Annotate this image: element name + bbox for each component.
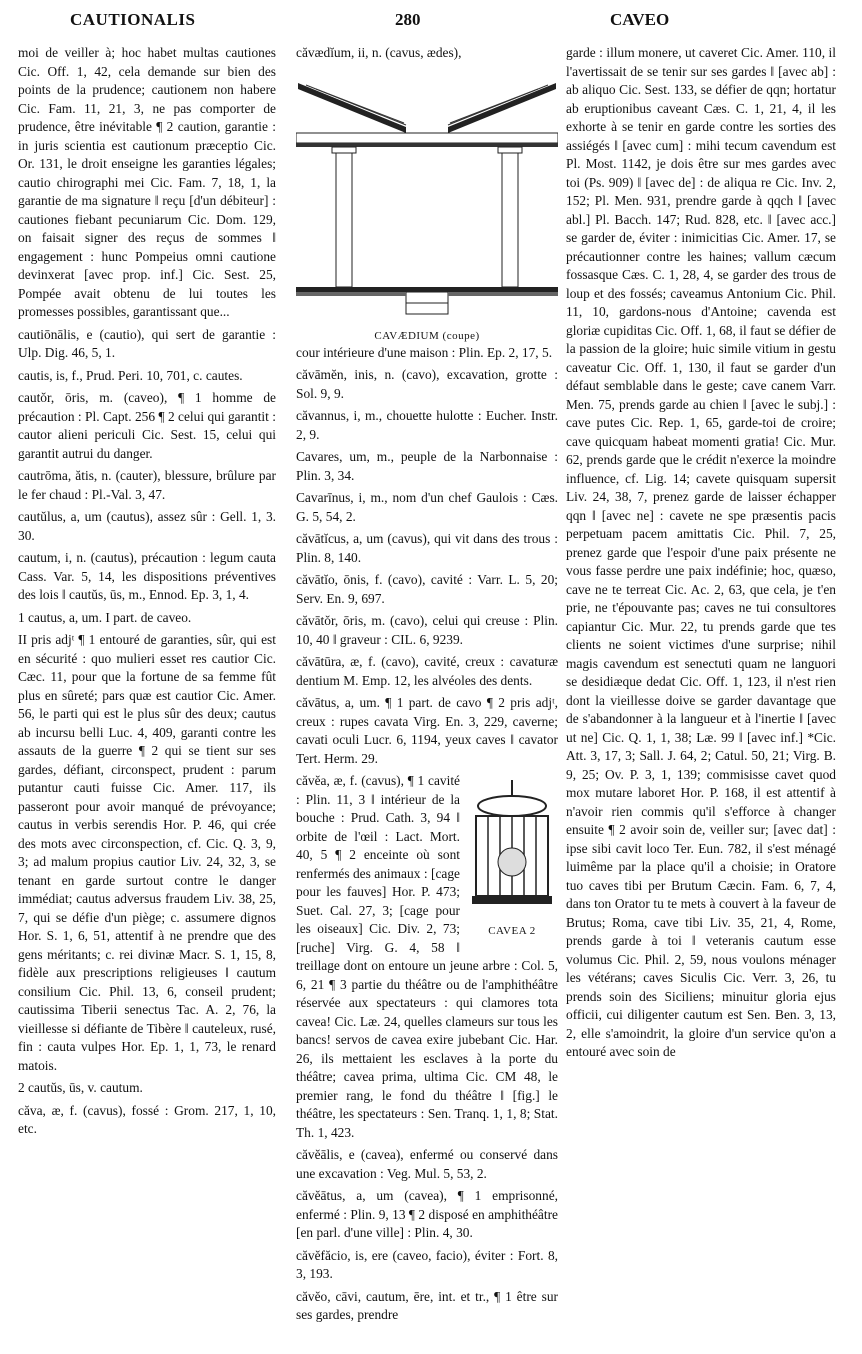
entry: cautrōma, ătis, n. (cauter), blessure, brûlure par le fer chaud : Pl.-Val. 3, 47. [18, 468, 276, 502]
entry: 1 cautus, a, um. I part. de caveo. [18, 609, 192, 625]
running-head-right: CAVEO [610, 10, 670, 29]
entry: Cavarīnus, i, m., nom d'un chef Gaulois : Cæs. G. 5, 54, 2. [296, 490, 558, 524]
column-3 [566, 44, 836, 1066]
entry: căvannus, i, m., chouette hulotte : Eucher. Instr. 2, 9. [296, 408, 558, 442]
entry: cour intérieure d'une maison : Plin. Ep. 2, 17, 5. [296, 344, 553, 360]
entry: căvāmĕn, inis, n. (cavo), excavation, grotte : Sol. 9, 9. [296, 367, 558, 401]
birdcage-drawing [466, 776, 558, 916]
cavaedium-illustration [296, 67, 558, 342]
figure-caption: CAVEA 2 [488, 924, 536, 937]
entry: căvātĭcus, a, um (cavus), qui vit dans des trous : Plin. 8, 140. [296, 531, 558, 565]
entry: căvātŏr, ōris, m. (cavo), celui qui creuse : Plin. 10, 40 ‖ graveur : CIL. 6, 9239. [296, 613, 558, 647]
entry: cautis, is, f., Prud. Peri. 10, 701, c. cautes. [18, 367, 243, 383]
entry: garde : illum monere, ut caveret Cic. Amer. 110, il l'avertissait de se tenir sur ses gardes ‖ [avec ab] : ab aliquo Cic. Sest. 133, se défier de qqn; hortatur ab eruptionibus caveant Cæs. C. 1, 21, 4, il les exhorte à se tenir en garde contre les sorties des assiégés ‖ [avec cum] : mihi tecum cavendum est Pl. Most. 1142, je dois être sur mes gardes avec toi (Ps. 909) ‖ [avec de] : de aliqua re Cic. Inv. 2, 152; Pl. Men. 931, prendre garde à qqch ‖ [avec abl.] Pl. Bacch. 147; Rud. 828, etc. ‖ [avec acc.] se garder de, éviter : inimicitias Cic. Amer. 17, se précautionner contre les haines; vallum cæcum fossasque Cæs. C. 1, 28, 4, se garder des trous de loup et des fossés; caveamus Antonium Cic. Phil. 11, 10, gardons-nous d'Antoine; cavenda est gloriæ cupiditas Cic. Off. 1, 68, il faut se défier de la passion de la gloire; huic simile vitium in gestu caveatur Cic. Off. 1, 130, il faut se garder d'un défaut semblable dans le geste; cave canem Varr. Men. 75, prends garde au chien ‖ [avec le subj.] : cave putes Cic. Rep. 1, 65, garde-toi de croire; cave quicquam habeat momenti gratia! Cic. Mur. 62, prends garde que le crédit n'exerce la moindre influence, cf. Lig. 14; cavete quisquam supersit Liv. 24, 38, 7, prenez garde de laisser échapper qqn ‖ [avec ne] : cavete ne spe præsentis pacis perpetuam pacem amittatis Cic. Phil. 7, 25, prenez garde que l'espoir d'une paix présente ne vous fasse perdre une paix indéfinie; hoc, quæso, cave ne te terreat Cic. Ac. 2, 63, que cela, je t'en prie, ne t'épouvante pas; caves ne tui consultores capiantur Cic. Mur. 22, tu prends garde que tes clients ne soient victimes d'une surprise; nihil magis cavendum est senectuti quam ne languori se desidiæque dedat Cic. Off. 1, 123, il n'est rien dont la vieillesse doive se garder davantage que de s'abandonner à la langueur et à l'inertie ‖ [avec ut ne] Cic. Q. 1, 1, 38; Læ. 99 ‖ [avec inf.] *Cic. Att. 3, 17, 3; Sall. J. 64, 2; Catul. 50, 21; Virg. B. 9, 25; Ov. P. 3, 1, 139; commisisse cavet quod mox mutare laboret Hor. P. 168, il est attentif à n'avoir rien commis qu'il s'efforce à changer ensuite ¶ 2 avoir soin de, veiller sur; [avec dat] : ipse sibi cavit loco Ter. Eun. 782, il s'est ménagé luimême par la place qu'il a choisie; in Oratore tuo caves tibi per Brutum Cæcin. Fam. 6, 7, 4, dans ton Orator tu te mets à couvert à la faveur de Brutus; Roma, cave tibi Liv. 35, 21, 4, Rome, prends garde à toi ‖ veteranis cautum esse volumus Cic. Phil. 2, 59, nous voulons ménager les vétérans; caves Siculis Cic. Verr. 3, 26, tu prends soin des Siciliens; minuitur gloria ejus officii, cui diligenter cautum est Sen. Ben. 3, 13, 2, elle s'amoindrit, la gloire d'un service qu'on a entouré avec soin de [566, 45, 836, 1059]
entry: căvātus, a, um. ¶ 1 part. de cavo ¶ 2 pris adjᵗ, creux : rupes cavata Virg. En. 3, 229, caverne; cavati oculi Lucr. 6, 1194, yeux caves ‖ cavator Tert. Herm. 29. [296, 695, 558, 766]
entry: moi de veiller à; hoc habet multas cautiones Cic. Off. 1, 42, cela demande sur bien des points de la prudence; cautionem non habere Cic. Fam. 11, 21, 3, ne pas comporter de prudence, être inévitable ¶ 2 caution, garantie : in juris scientia est cautionum præceptio Cic. Or. 131, le droit enseigne les garanties légales; cautio chirographi mei Cic. Fam. 7, 18, 1, la garantie de ma signature ‖ reçu [d'un débiteur] : cautiones fiebant pecuniarum Cic. Dom. 129, on faisait signer des reçus de sommes ‖ engagement : hunc Pompeius omni cautione devinxerat [avec prop. inf.] Cic. Sest. 25, Pompée avait obtenu de lui toutes les promesses possibles, garantissant que... [18, 45, 276, 319]
page-number: 280 [395, 10, 421, 29]
entry-heading: căvædĭum, ii, n. (cavus, ædes), [296, 45, 462, 60]
entry: căvĕa, æ, f. (cavus), ¶ 1 cavité : Plin. 11, 3 ‖ intérieur de la bouche : Prud. Cath. 3, 94 ‖ orbite de l'œil : Lact. Mort. 40, 5 ¶ 2 enceinte où sont renfermés des animaux : [cage pour les fauves] Hor. P. 473; Suet. Cal. 27, 3; [cage pour les oiseaux] Cic. Div. 2, 73; [ruche] Virg. G. 4, 58 ‖ treillage dont on entoure un jeune arbre : Col. 5, 6, 21 ¶ 3 partie du théâtre ou de l'amphithéâtre réservée aux spectateurs : qui clamores tota cavea! Cic. Læ. 24, quelles clameurs sur tous les bancs! servos de cavea exire jubebant Cic. Har. 26, ils mettaient les esclaves à la porte du théâtre; cavea prima, ultima Cic. CM 48, le premier rang, le fond du théâtre ‖ [fig.] le théâtre, les spectateurs : Sen. Tranq. 1, 1, 8; Stat. Th. 1, 423. [296, 773, 558, 1140]
cavaedium-drawing [296, 67, 558, 322]
entry: căvĕātus, a, um (cavea), ¶ 1 emprisonné, enfermé : Plin. 9, 13 ¶ 2 disposé en amphithéâtre [en parl. d'une ville] : Plin. 4, 30. [296, 1188, 558, 1240]
entry: căvātūra, æ, f. (cavo), cavité, creux : cavaturæ dentium M. Emp. 12, les alvéoles des dents. [296, 654, 558, 688]
entry: Cavares, um, m., peuple de la Narbonnaise : Plin. 3, 34. [296, 449, 558, 483]
entry: căvĕfăcio, is, ere (caveo, facio), éviter : Fort. 8, 3, 193. [296, 1247, 558, 1281]
entry: cautum, i, n. (cautus), précaution : legum cauta Cass. Var. 5, 14, les dispositions préventives des lois ‖ cautŭs, ūs, m., Ennod. Ep. 3, 1, 4. [18, 550, 276, 602]
entry: căva, æ, f. (cavus), fossé : Grom. 217, 1, 10, etc. [18, 1102, 276, 1136]
cavea-illustration [466, 776, 558, 936]
entry: 2 cautŭs, ūs, v. cautum. [18, 1080, 143, 1095]
entry: cautiōnālis, e (cautio), qui sert de garantie : Ulp. Dig. 46, 5, 1. [18, 326, 276, 360]
figure-caption: CAVÆDIUM (coupe) [374, 330, 480, 342]
column-2 [296, 44, 558, 1329]
entry: căvĕālis, e (cavea), enfermé ou conservé dans une excavation : Veg. Mul. 5, 53, 2. [296, 1147, 558, 1181]
entry: II pris adjᵗ ¶ 1 entouré de garanties, sûr, qui est en sécurité : quo mulieri esset res cautior Cic. Cæc. 11, pour que la fortune de sa femme fût plus en sûreté; pars quæ est cautior Cic. Amer. 56, le parti qui est le plus sûr des deux; cautus ab incursu belli Luc. 4, 409, garanti contre les assauts de la guerre ¶ 2 qui se tient sur ses gardes, défiant, circonspect, prudent : parum putantur cauti fuisse Cic. Amer. 117, ils passeront pour avoir manqué de prévoyance; cautus in verbis serendis Hor. P. 46, qui crée des mots avec circonspection, cf. Cic. Q. 3, 9, 3; ad malum propius cautior Liv. 24, 32, 3, se tenant en garde surtout contre le danger immédiat; cautus adversus fraudem Liv. 38, 25, 7, qui se défie d'un piège; c. assumere dignos Hor. S. 1, 6, 51, attentif à ne prendre que des gens méritants; c. rei divinæ Macr. S. 1, 15, 8, fidèle aux prescriptions religieuses ‖ cautum consilium Cic. Phil. 13, 6, conseil prudent; cautissima Tiberii senectus Tac. A. 2, 76, la vieillesse si défiante de Tibère ‖ cauteleux, rusé, fin : cauta vulpes Hor. Ep. 1, 1, 73, le renard matois. [18, 632, 276, 1073]
entry: cautŭlus, a, um (cautus), assez sûr : Gell. 1, 3. 30. [18, 509, 276, 543]
column-1 [18, 44, 276, 1143]
entry: cautŏr, ōris, m. (caveo), ¶ 1 homme de précaution : Pl. Capt. 256 ¶ 2 celui qui garantit : cautor alieni periculi Cic. Sest. 15, celui qui garantit autrui du danger. [18, 390, 276, 461]
running-head-left: CAUTIONALIS [70, 10, 196, 29]
entry: căvātĭo, ōnis, f. (cavo), cavité : Varr. L. 5, 20; Serv. En. 9, 697. [296, 572, 558, 606]
page-header [0, 4, 862, 32]
entry: căvĕo, cāvi, cautum, ēre, int. et tr., ¶ 1 être sur ses gardes, prendre [296, 1288, 558, 1322]
